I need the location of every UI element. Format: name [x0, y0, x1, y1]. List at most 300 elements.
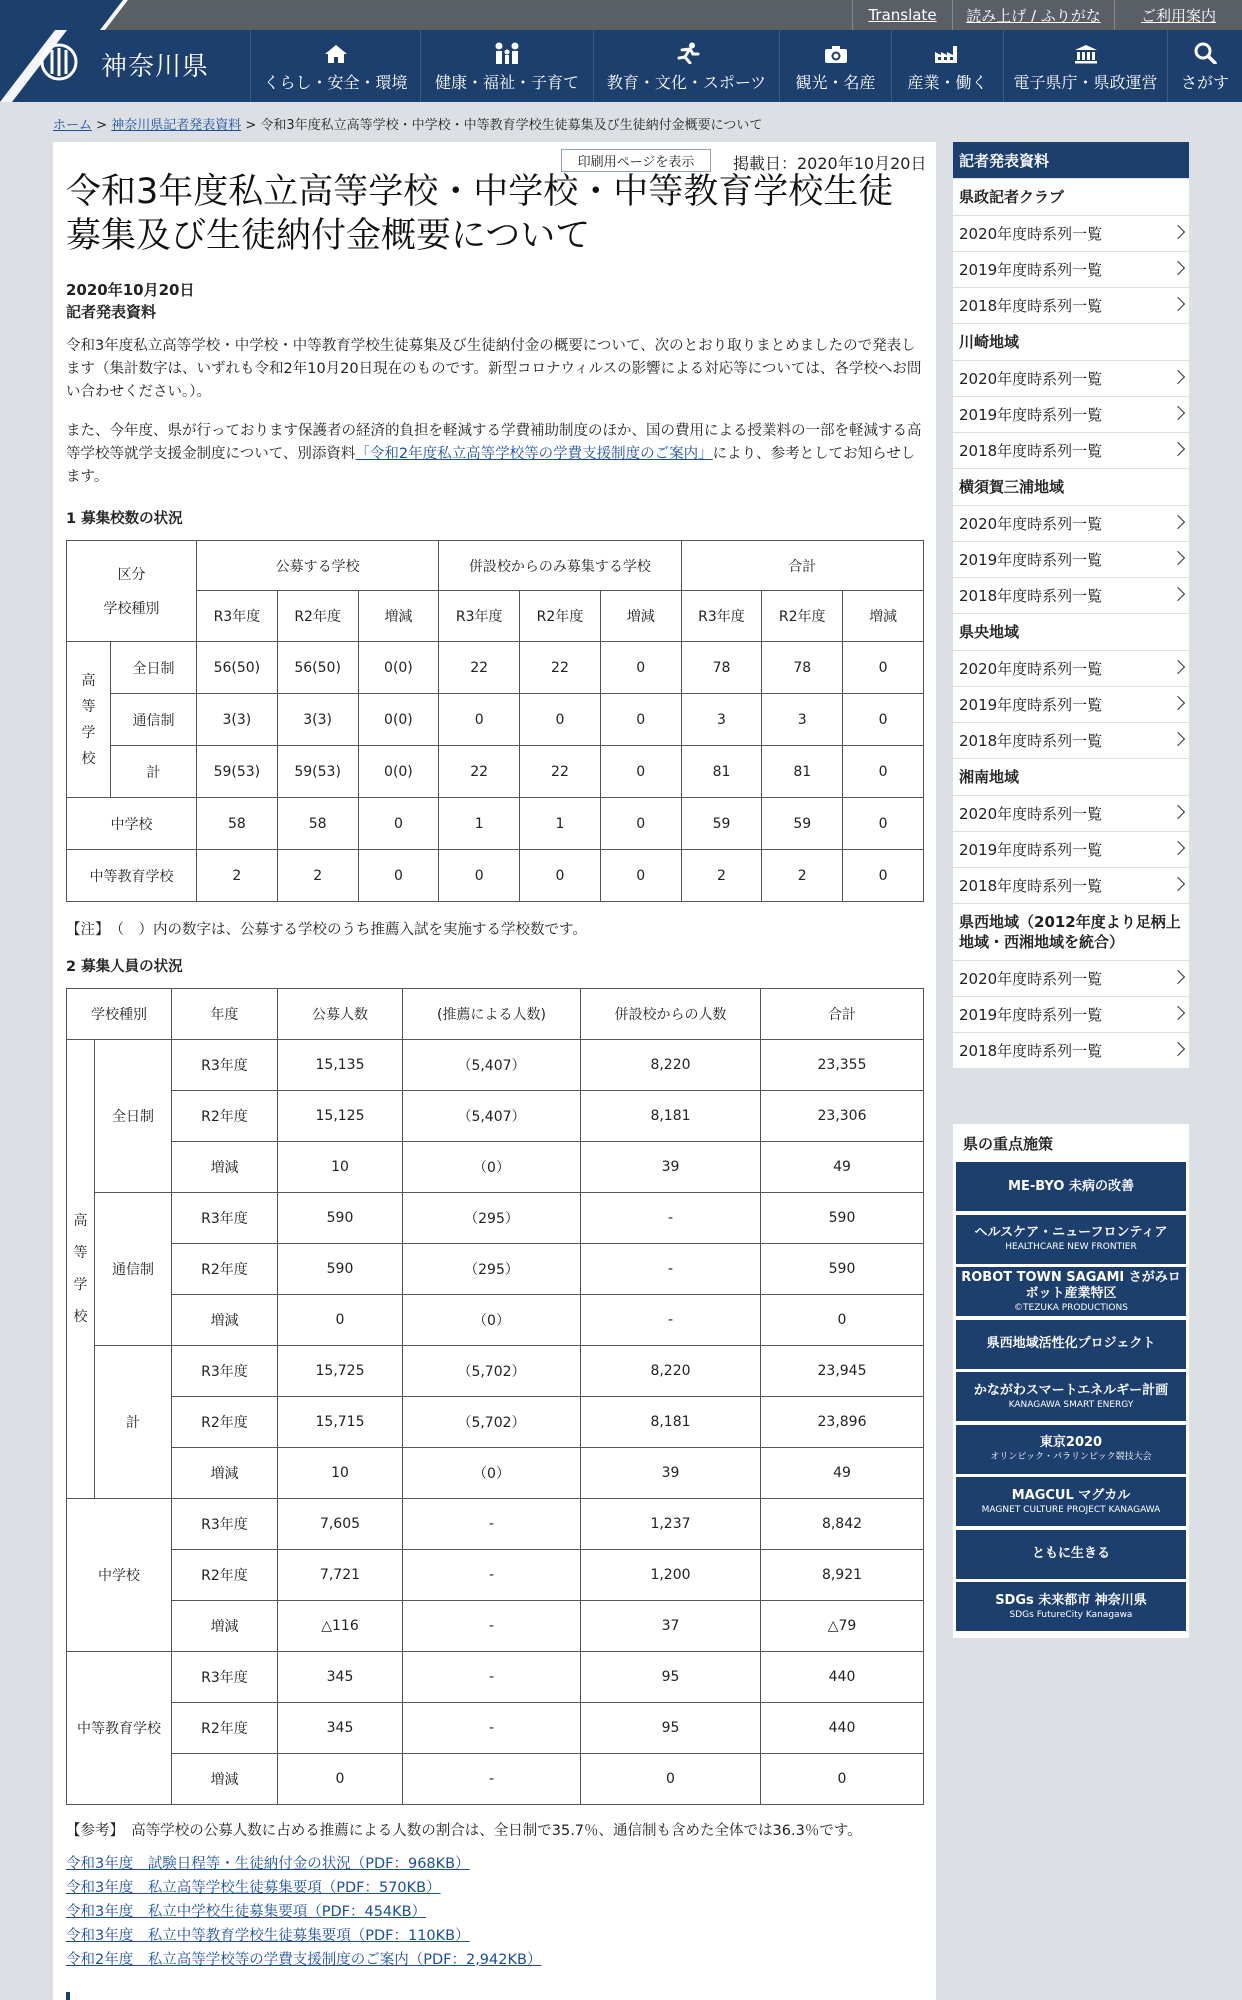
year-header: 増減 — [358, 591, 439, 642]
chevron-right-icon — [1171, 841, 1185, 855]
table-cell: 440 — [761, 1703, 924, 1754]
chevron-right-icon — [1171, 370, 1185, 384]
breadcrumb-current: 令和3年度私立高等学校・中学校・中等教育学校生徒募集及び生徒納付金概要について — [260, 118, 763, 133]
table-cell: 0 — [358, 798, 439, 850]
nav-denshi[interactable] — [1003, 30, 1167, 102]
table-row — [67, 1295, 924, 1346]
sidebar-link[interactable] — [953, 795, 1189, 831]
table-row — [67, 1244, 924, 1295]
guide-link[interactable]: ご利用案内 — [1114, 0, 1242, 30]
sidebar-link[interactable] — [953, 960, 1189, 996]
school-count-table — [66, 540, 924, 902]
chevron-right-icon — [1171, 297, 1185, 311]
sidebar-link-label: 2019年度時系列一覧 — [959, 261, 1103, 279]
chevron-right-icon — [1171, 225, 1185, 239]
nav-kurashi[interactable] — [250, 30, 420, 102]
table-cell: 8,181 — [581, 1091, 761, 1142]
sidebar-link-label: 2019年度時系列一覧 — [959, 551, 1103, 569]
table-cell: 1,200 — [581, 1550, 761, 1601]
vertical-char: 学 — [81, 724, 96, 741]
corner-label: 学校種別 — [103, 601, 160, 617]
table-cell: 7,721 — [278, 1550, 403, 1601]
chevron-right-icon — [1171, 1042, 1185, 1056]
year-header: R2年度 — [762, 591, 843, 642]
year-cell: R2年度 — [172, 1244, 278, 1295]
runner-icon — [674, 42, 700, 64]
banner-subtitle: HEALTHCARE NEW FRONTIER — [1005, 1242, 1137, 1252]
chevron-right-icon — [1171, 732, 1185, 746]
pdf-link[interactable]: 令和3年度 私立高等学校生徒募集要項（PDF：570KB） — [66, 1880, 441, 1896]
banner-title: かながわスマートエネルギー計画 — [973, 1382, 1169, 1398]
table-cell: 23,306 — [761, 1091, 924, 1142]
table-cell: 0 — [600, 746, 681, 798]
corner-label: 区分 — [117, 567, 146, 583]
policy-banner[interactable] — [956, 1425, 1186, 1474]
sidebar-link-label: 2018年度時系列一覧 — [959, 297, 1103, 315]
chevron-right-icon — [1171, 805, 1185, 819]
sidebar-link[interactable] — [953, 541, 1189, 577]
table-cell: 58 — [277, 798, 358, 850]
sidebar-link[interactable] — [953, 360, 1189, 396]
banner-title: ROBOT TOWN SAGAMI さがみロボット産業特区 — [961, 1269, 1181, 1301]
sidebar-link-label: 2018年度時系列一覧 — [959, 1042, 1103, 1060]
release-date: 2020年10月20日 — [66, 281, 195, 299]
table-cell: 15,135 — [278, 1040, 403, 1091]
table-cell: （0） — [403, 1295, 581, 1346]
pdf-link[interactable]: 令和3年度 試験日程等・生徒納付金の状況（PDF：968KB） — [66, 1856, 470, 1872]
sidebar-link-label: 2018年度時系列一覧 — [959, 442, 1103, 460]
sidebar-link[interactable] — [953, 251, 1189, 287]
factory-icon — [934, 44, 962, 64]
banner-title: 東京2020 — [1039, 1435, 1103, 1450]
section-heading-capacity: 2 募集人員の状況 — [66, 959, 183, 975]
table-cell: 0 — [843, 798, 924, 850]
table-cell: 23,355 — [761, 1040, 924, 1091]
table-cell: （295） — [403, 1244, 581, 1295]
table-cell: 1 — [520, 798, 601, 850]
table-cell: 0(0) — [358, 746, 439, 798]
table-cell: 23,945 — [761, 1346, 924, 1397]
chevron-right-icon — [1171, 877, 1185, 891]
support-guide-link[interactable]: 「令和2年度私立高等学校等の学費支援制度のご案内」 — [355, 446, 713, 462]
sidebar-link-label: 2020年度時系列一覧 — [959, 515, 1103, 533]
chevron-right-icon — [1171, 442, 1185, 456]
table-cell: （5,407） — [403, 1040, 581, 1091]
table-row — [67, 1448, 924, 1499]
sidebar-link[interactable] — [953, 505, 1189, 541]
sidebar-menu — [953, 178, 1189, 1068]
table-cell: 2 — [681, 850, 762, 902]
table-cell: 59(53) — [197, 746, 278, 798]
sidebar-link[interactable] — [953, 867, 1189, 903]
banner-subtitle: オリンピック・パラリンピック競技大会 — [990, 1452, 1152, 1462]
sidebar-link[interactable] — [953, 215, 1189, 251]
column-header: 公募人数 — [278, 989, 403, 1040]
table-cell: 0 — [439, 850, 520, 902]
sidebar-category: 県西地域（2012年度より足柄上地域・西湘地域を統合） — [953, 903, 1189, 960]
sidebar-link[interactable] — [953, 650, 1189, 686]
sidebar — [953, 142, 1189, 1068]
table-cell: 22 — [439, 642, 520, 694]
translate-link[interactable]: Translate — [852, 0, 952, 30]
table-cell: 59 — [681, 798, 762, 850]
sidebar-category: 湘南地域 — [953, 758, 1189, 795]
nav-label: くらし・安全・環境 — [263, 73, 408, 92]
table-row — [67, 1499, 924, 1550]
table-row — [67, 1754, 924, 1805]
nav-search[interactable] — [1167, 30, 1242, 102]
nav-kanko[interactable] — [779, 30, 891, 102]
table-cell: 10 — [278, 1142, 403, 1193]
year-header: R3年度 — [439, 591, 520, 642]
section-heading-schools: 1 募集校数の状況 — [66, 511, 183, 527]
banner-subtitle: SDGs FutureCity Kanagawa — [1009, 1609, 1133, 1620]
sidebar-link-label: 2019年度時系列一覧 — [959, 1006, 1103, 1024]
section-marker — [66, 1992, 70, 2000]
nav-kenko[interactable] — [420, 30, 593, 102]
column-group-header: 併設校からのみ募集する学校 — [439, 541, 681, 591]
breadcrumb-separator: > — [241, 118, 261, 133]
table-row — [67, 1193, 924, 1244]
table-cell: 3 — [762, 694, 843, 746]
attachment-links — [66, 1852, 541, 1972]
banner-title: ともに生きる — [1031, 1546, 1110, 1561]
table-cell: 3 — [681, 694, 762, 746]
table-cell: 0 — [520, 850, 601, 902]
breadcrumb — [53, 114, 762, 133]
year-header: R3年度 — [197, 591, 278, 642]
column-header: 合計 — [761, 989, 924, 1040]
posted-date: 掲載日：2020年10月20日 — [733, 154, 927, 173]
table-cell: 345 — [278, 1652, 403, 1703]
group-label: 通信制 — [95, 1193, 172, 1346]
table-cell: - — [403, 1499, 581, 1550]
table-cell: 59(53) — [277, 746, 358, 798]
year-cell: R2年度 — [172, 1397, 278, 1448]
chevron-right-icon — [1171, 660, 1185, 674]
sidebar-link[interactable] — [953, 831, 1189, 867]
table-cell: 345 — [278, 1703, 403, 1754]
vertical-char: 等 — [81, 698, 96, 715]
table-cell: - — [403, 1601, 581, 1652]
nav-sangyo[interactable] — [891, 30, 1003, 102]
table-cell: 0 — [600, 850, 681, 902]
table-cell: 590 — [761, 1193, 924, 1244]
sidebar-title: 記者発表資料 — [953, 142, 1189, 178]
table-cell: 0 — [600, 642, 681, 694]
table-row — [67, 1601, 924, 1652]
column-header: (推薦による人数) — [403, 989, 581, 1040]
table-cell: （5,702） — [403, 1397, 581, 1448]
nav-label: 教育・文化・スポーツ — [606, 73, 767, 92]
chevron-right-icon — [1171, 406, 1185, 420]
nav-label: さがす — [1180, 73, 1229, 92]
table-cell: 0 — [761, 1754, 924, 1805]
sidebar-link[interactable] — [953, 396, 1189, 432]
banner-title: MAGCUL マグカル — [1011, 1487, 1131, 1503]
breadcrumb-section[interactable]: 神奈川県記者発表資料 — [111, 118, 242, 133]
sidebar-link-label: 2020年度時系列一覧 — [959, 225, 1103, 243]
table-cell: - — [403, 1703, 581, 1754]
banner-subtitle: MAGNET CULTURE PROJECT KANAGAWA — [981, 1504, 1161, 1515]
table-cell: 49 — [761, 1142, 924, 1193]
table-row — [67, 1703, 924, 1754]
group-label: 計 — [95, 1346, 172, 1499]
logo-top — [0, 0, 128, 30]
banner-title: ヘルスケア・ニューフロンティア — [974, 1225, 1168, 1240]
table-cell: 15,725 — [278, 1346, 403, 1397]
row-label: 中学校 — [67, 798, 197, 850]
group-label: 全日制 — [95, 1040, 172, 1193]
capacity-table — [66, 988, 924, 1805]
intro-paragraph: 令和3年度私立高等学校・中学校・中等教育学校生徒募集及び生徒納付金の概要について、次のとおり取りまとめましたので発表します（集計数字は、いずれも令和2年10月20日現在のものです。新型コロナウィルスの影響による対応等については、各学校へお問い合わせください。）。 — [66, 338, 922, 400]
chevron-right-icon — [1171, 970, 1185, 984]
policy-banner[interactable] — [956, 1320, 1186, 1369]
sidebar-link-label: 2019年度時系列一覧 — [959, 841, 1103, 859]
table-cell: 1,237 — [581, 1499, 761, 1550]
column-header: 併設校からの人数 — [581, 989, 761, 1040]
table-cell: （295） — [403, 1193, 581, 1244]
table-cell: 590 — [278, 1244, 403, 1295]
chevron-right-icon — [1171, 261, 1185, 275]
year-cell: 増減 — [172, 1448, 278, 1499]
sidebar-link-label: 2018年度時系列一覧 — [959, 732, 1103, 750]
table-cell: 56(50) — [197, 642, 278, 694]
utility-bar — [0, 0, 1242, 30]
policy-banner[interactable] — [956, 1162, 1186, 1211]
table-cell: 0 — [520, 694, 601, 746]
vertical-char: 学 — [73, 1277, 88, 1293]
table-cell: 0 — [278, 1754, 403, 1805]
chevron-right-icon — [1171, 1006, 1185, 1020]
group-label: 中等教育学校 — [67, 1652, 172, 1805]
main-content — [53, 142, 936, 2000]
sidebar-category: 川崎地域 — [953, 323, 1189, 360]
chevron-right-icon — [1171, 587, 1185, 601]
policy-banner[interactable] — [956, 1372, 1186, 1421]
table-row — [67, 694, 924, 746]
table-cell: 59 — [762, 798, 843, 850]
policy-banner[interactable] — [956, 1582, 1186, 1631]
policy-banner[interactable] — [956, 1215, 1186, 1264]
chevron-right-icon — [1171, 515, 1185, 529]
vertical-char: 高 — [73, 1213, 88, 1229]
sidebar-link-label: 2020年度時系列一覧 — [959, 970, 1103, 988]
banner-title: 県西地域活性化プロジェクト — [986, 1336, 1156, 1351]
table-cell: 81 — [762, 746, 843, 798]
table-row — [67, 1652, 924, 1703]
table-row — [67, 1550, 924, 1601]
table-cell: 8,220 — [581, 1346, 761, 1397]
table-cell: 15,125 — [278, 1091, 403, 1142]
table-cell: 0 — [581, 1754, 761, 1805]
table-cell: （5,702） — [403, 1346, 581, 1397]
sidebar-link-label: 2020年度時系列一覧 — [959, 370, 1103, 388]
year-header: R2年度 — [277, 591, 358, 642]
sidebar-link[interactable] — [953, 287, 1189, 323]
table-cell: 95 — [581, 1652, 761, 1703]
note-reference: 【参考】 高等学校の公募人数に占める推薦による人数の割合は、全日制で35.7％、通信制も含めた全体では36.3％です。 — [66, 1823, 862, 1839]
table-cell: （5,407） — [403, 1091, 581, 1142]
table-cell: 0 — [843, 746, 924, 798]
sidebar-link[interactable] — [953, 577, 1189, 613]
sidebar-link[interactable] — [953, 996, 1189, 1032]
sidebar-link-label: 2018年度時系列一覧 — [959, 587, 1103, 605]
year-cell: R3年度 — [172, 1346, 278, 1397]
table-row — [67, 1040, 924, 1091]
table-cell: （0） — [403, 1448, 581, 1499]
release-kind: 記者発表資料 — [66, 303, 157, 321]
year-header: 増減 — [600, 591, 681, 642]
nav-label: 健康・福祉・子育て — [434, 73, 579, 92]
year-cell: R2年度 — [172, 1091, 278, 1142]
table-cell: 58 — [197, 798, 278, 850]
table-row — [67, 850, 924, 902]
table-cell: 2 — [197, 850, 278, 902]
support-text: また、今年度、県が行っております保護者の経済的負担を軽減する学費補助制度のほか、国の費用による授業料の一部を軽減する高等学校等就学支援金制度について、別添資料 — [66, 423, 922, 462]
nav-label: 電子県庁・県政運営 — [1013, 73, 1158, 92]
house-icon — [324, 44, 348, 64]
banner-subtitle: KANAGAWA SMART ENERGY — [1008, 1399, 1134, 1410]
kanagawa-emblem-icon[interactable] — [36, 42, 82, 82]
table-cell: 0 — [358, 850, 439, 902]
year-cell: 増減 — [172, 1754, 278, 1805]
table-cell: 22 — [520, 642, 601, 694]
table-cell: 590 — [761, 1244, 924, 1295]
table-cell: 0 — [278, 1295, 403, 1346]
year-cell: R2年度 — [172, 1703, 278, 1754]
table-row — [67, 1091, 924, 1142]
pdf-link[interactable]: 令和3年度 私立中等教育学校生徒募集要項（PDF：110KB） — [66, 1928, 470, 1944]
table-cell: 56(50) — [277, 642, 358, 694]
table-cell: 590 — [278, 1193, 403, 1244]
focus-policies — [953, 1124, 1189, 1638]
year-header: R2年度 — [520, 591, 601, 642]
table-row — [67, 642, 924, 694]
sidebar-link[interactable] — [953, 686, 1189, 722]
row-label: 中等教育学校 — [67, 850, 197, 902]
sidebar-link[interactable] — [953, 722, 1189, 758]
nav-label: 産業・働く — [907, 73, 988, 92]
table-cell: 15,715 — [278, 1397, 403, 1448]
sidebar-category: 横須賀三浦地域 — [953, 468, 1189, 505]
banner-title: ME-BYO 未病の改善 — [1008, 1178, 1134, 1194]
year-cell: R2年度 — [172, 1550, 278, 1601]
table-cell: 8,842 — [761, 1499, 924, 1550]
table-cell: 440 — [761, 1652, 924, 1703]
table-cell: 37 — [581, 1601, 761, 1652]
table-cell: △116 — [278, 1601, 403, 1652]
table-cell: - — [403, 1754, 581, 1805]
table-cell: 39 — [581, 1142, 761, 1193]
nav-label: 観光・名産 — [795, 73, 876, 92]
table-cell: 81 — [681, 746, 762, 798]
high-school-label — [67, 642, 111, 798]
table-cell: - — [581, 1244, 761, 1295]
row-label: 通信制 — [111, 694, 197, 746]
table-cell: 0 — [439, 694, 520, 746]
table-cell: 22 — [439, 746, 520, 798]
high-school-label — [67, 1040, 95, 1499]
table-cell: - — [403, 1550, 581, 1601]
table-cell: 3(3) — [197, 694, 278, 746]
table-cell: 8,921 — [761, 1550, 924, 1601]
pdf-link[interactable]: 令和3年度 私立中学校生徒募集要項（PDF：454KB） — [66, 1904, 427, 1920]
table-cell: - — [403, 1652, 581, 1703]
print-button[interactable]: 印刷用ページを表示 — [561, 149, 711, 172]
search-icon — [1193, 42, 1217, 64]
column-group-header: 公募する学校 — [197, 541, 439, 591]
table-cell: - — [581, 1295, 761, 1346]
year-cell: 増減 — [172, 1295, 278, 1346]
column-header: 年度 — [172, 989, 278, 1040]
table-cell: 0(0) — [358, 694, 439, 746]
sidebar-link[interactable] — [953, 432, 1189, 468]
table-cell: 0 — [761, 1295, 924, 1346]
sidebar-link-label: 2018年度時系列一覧 — [959, 877, 1103, 895]
table-cell: 78 — [681, 642, 762, 694]
group-label: 中学校 — [67, 1499, 172, 1652]
column-header: 学校種別 — [67, 989, 172, 1040]
site-name[interactable]: 神奈川県 — [101, 52, 210, 82]
year-cell: R3年度 — [172, 1193, 278, 1244]
sidebar-link[interactable] — [953, 1032, 1189, 1068]
sidebar-category: 県央地域 — [953, 613, 1189, 650]
table-row — [67, 1397, 924, 1448]
table-cell: △79 — [761, 1601, 924, 1652]
note-schools: 【注】 （ ）内の数字は、公募する学校のうち推薦入試を実施する学校数です。 — [66, 922, 587, 938]
year-header: R3年度 — [681, 591, 762, 642]
year-cell: 増減 — [172, 1601, 278, 1652]
breadcrumb-home[interactable]: ホーム — [53, 118, 93, 133]
nav-kyoiku[interactable] — [593, 30, 779, 102]
table-cell: 7,605 — [278, 1499, 403, 1550]
chevron-right-icon — [1171, 696, 1185, 710]
sidebar-link-label: 2020年度時系列一覧 — [959, 660, 1103, 678]
policy-banner[interactable] — [956, 1477, 1186, 1526]
family-icon — [490, 42, 524, 64]
table-cell: 23,896 — [761, 1397, 924, 1448]
vertical-char: 校 — [81, 750, 96, 767]
column-group-header: 合計 — [681, 541, 923, 591]
logo-caption: KANAGAWA — [26, 86, 72, 94]
year-cell: 増減 — [172, 1142, 278, 1193]
sidebar-link-label: 2019年度時系列一覧 — [959, 406, 1103, 424]
support-text: により、参考としてお知らせします。 — [66, 446, 916, 485]
table-cell: 2 — [762, 850, 843, 902]
year-cell: R3年度 — [172, 1040, 278, 1091]
banner-subtitle: ©TEZUKA PRODUCTIONS — [1014, 1302, 1128, 1313]
table-cell: 0 — [843, 642, 924, 694]
policy-banner[interactable] — [956, 1267, 1186, 1316]
table-cell: 8,220 — [581, 1040, 761, 1091]
policy-banner[interactable] — [956, 1530, 1186, 1579]
vertical-char: 等 — [73, 1245, 88, 1261]
chevron-right-icon — [1171, 551, 1185, 565]
pdf-link[interactable]: 令和2年度 私立高等学校等の学費支援制度のご案内（PDF：2,942KB） — [66, 1952, 542, 1968]
table-cell: 0(0) — [358, 642, 439, 694]
table-cell: 95 — [581, 1703, 761, 1754]
table-cell: - — [581, 1193, 761, 1244]
focus-title: 県の重点施策 — [963, 1135, 1054, 1153]
table-cell: 39 — [581, 1448, 761, 1499]
vertical-char: 高 — [81, 672, 96, 689]
table-cell: 49 — [761, 1448, 924, 1499]
table-cell: 22 — [520, 746, 601, 798]
year-header: 増減 — [843, 591, 924, 642]
table-row — [67, 1142, 924, 1193]
read-aloud-link[interactable]: 読み上げ / ふりがな — [952, 0, 1114, 30]
